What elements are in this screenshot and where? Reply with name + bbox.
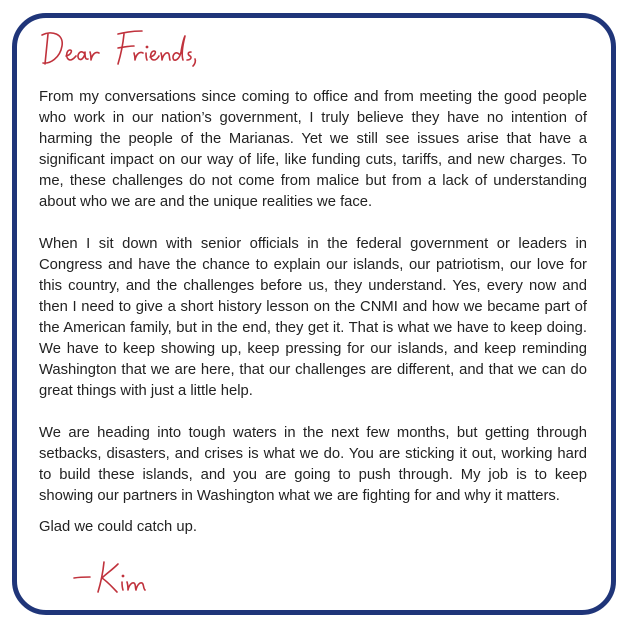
signature-handwriting bbox=[70, 554, 170, 598]
paragraph-3: We are heading into tough waters in the next few months, but getting through setbacks, disasters, and crises is what we do. You are sticking it out, working hard to build these islands, and you are going to push through. My job is to keep showing our partners in Washington what we are fighting for and why it matters. bbox=[39, 425, 587, 504]
greeting-script bbox=[38, 26, 198, 72]
paragraph-1: From my conversations since coming to office and from meeting the good people who work in our nation’s government, I truly believe they have no intention of harming the people of the Marianas. Yet we still see issues arise that have a significant impact on our way of life, like funding cuts, tariffs, and new charges. To me, these challenges do not come from malice but from a lack of understanding about who we are and the unique realities we face. bbox=[39, 89, 587, 210]
signature-script bbox=[70, 554, 170, 598]
letter-body bbox=[39, 87, 587, 528]
greeting-handwriting bbox=[38, 26, 198, 72]
paragraph-2: When I sit down with senior officials in the federal government or leaders in Congress and have the chance to explain our islands, our patriotism, our love for this country, and the challenges before us, they understand. Yes, every now and then I need to give a short history lesson on the CNMI and how we became part of the American family, but in the end, they get it. That is what we have to keep doing. We have to keep showing up, keep pressing for our islands, and keep reminding Washington that we are here, that our challenges are different, and that we can do great things with just a little help. bbox=[39, 236, 587, 399]
closing-line: Glad we could catch up. bbox=[39, 519, 197, 535]
